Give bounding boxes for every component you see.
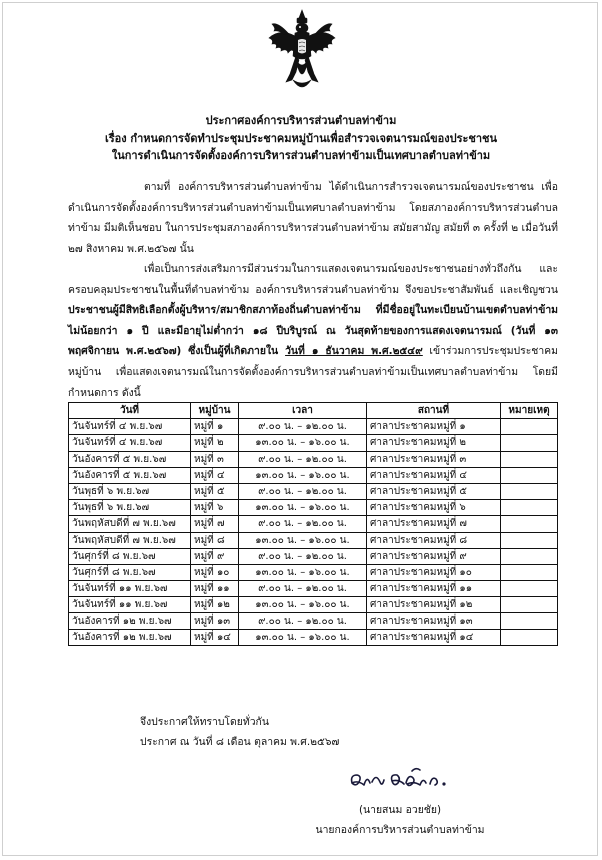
eligibility-text: ประชาชนผู้มีสิทธิเลือกตั้งผู้บริหาร/สมาชิกสภาท้องถิ่นตำบลท่าข้าม ที่มีชื่ออยู่ในทะเบียนบ้านเขตตำบลท่าข้ามไม่น้อยกว่า ๑ ปี และมีอายุไม่ต่ำกว่า ๑๘ ปีบริบูรณ์ ณ วันสุดท้ายของการแสดงเจตนารมณ์ (วันที่ ๑๓ พฤศจิกายน พ.ศ.๒๕๖๗) ซึ่งเป็นผู้ที่เกิดภายใน: [68, 304, 558, 358]
table-row: [69, 548, 558, 564]
col-header-remarks: หมายเหตุ: [501, 403, 558, 419]
cell-village: หมู่ที่ ๓: [191, 451, 239, 467]
cell-location: ศาลาประชาคมหมู่ที่ ๖: [367, 500, 501, 516]
cell-location: ศาลาประชาคมหมู่ที่ ๑๓: [367, 613, 501, 629]
cell-location: ศาลาประชาคมหมู่ที่ ๘: [367, 532, 501, 548]
cell-remarks: [501, 597, 558, 613]
table-row: [69, 435, 558, 451]
cell-date: วันจันทร์ที่ ๑๑ พ.ย.๖๗: [69, 597, 191, 613]
signer-position: นายกองค์การบริหารส่วนตำบลท่าข้าม: [315, 824, 485, 836]
cell-village: หมู่ที่ ๑๓: [191, 613, 239, 629]
cell-date: วันศุกร์ที่ ๘ พ.ย.๖๗: [69, 564, 191, 580]
cell-date: วันอังคารที่ ๑๒ พ.ย.๖๗: [69, 629, 191, 645]
handwritten-signature: [346, 763, 466, 793]
cell-village: หมู่ที่ ๑๔: [191, 629, 239, 645]
cell-remarks: [501, 451, 558, 467]
col-header-village: หมู่บ้าน: [191, 403, 239, 419]
cell-village: หมู่ที่ ๑๐: [191, 564, 239, 580]
cell-remarks: [501, 548, 558, 564]
cell-remarks: [501, 483, 558, 499]
table-row: [69, 564, 558, 580]
cell-remarks: [501, 467, 558, 483]
cell-location: ศาลาประชาคมหมู่ที่ ๑๐: [367, 564, 501, 580]
invitation-text-1: เพื่อเป็นการส่งเสริมการมีส่วนร่วมในการแสดงเจตนารมณ์ของประชาชนอย่างทั่วถึงกัน และครอบคลุมประชาชนในพื้นที่ตำบลท่าข้าม องค์การบริหารส่วนตำบลท่าข้าม จึงขอประชาสัมพันธ์ และเชิญชวน: [68, 263, 558, 296]
invitation-text-2: เข้าร่วมการประชุมประชาคมหมู่บ้าน เพื่อแสดงเจตนารมณ์ในการจัดตั้งองค์การบริหารส่วนตำบลท่าข้ามเป็นเทศบาลตำบลท่าข้าม โดยมีกำหนดการ ดังนี้: [68, 345, 558, 399]
cell-time: ๙.๐๐ น. – ๑๒.๐๐ น.: [239, 581, 367, 597]
cell-time: ๙.๐๐ น. – ๑๒.๐๐ น.: [239, 419, 367, 435]
cell-date: วันอังคารที่ ๑๒ พ.ย.๖๗: [69, 613, 191, 629]
cell-location: ศาลาประชาคมหมู่ที่ ๕: [367, 483, 501, 499]
cell-date: วันศุกร์ที่ ๘ พ.ย.๖๗: [69, 548, 191, 564]
table-row: [69, 451, 558, 467]
table-row: [69, 467, 558, 483]
cell-time: ๑๓.๐๐ น. – ๑๖.๐๐ น.: [239, 597, 367, 613]
cell-time: ๑๓.๐๐ น. – ๑๖.๐๐ น.: [239, 467, 367, 483]
cell-time: ๑๓.๐๐ น. – ๑๖.๐๐ น.: [239, 629, 367, 645]
cell-location: ศาลาประชาคมหมู่ที่ ๑๔: [367, 629, 501, 645]
cell-village: หมู่ที่ ๔: [191, 467, 239, 483]
birth-cutoff-date: วันที่ ๑ ธันวาคม พ.ศ.๒๕๔๙: [285, 345, 423, 358]
cell-remarks: [501, 500, 558, 516]
cell-date: วันพุธที่ ๖ พ.ย.๖๗: [69, 500, 191, 516]
announcement-date: ประกาศ ณ วันที่ ๘ เดือน ตุลาคม พ.ศ.๒๕๖๗: [140, 736, 340, 748]
heading-title: ประกาศองค์การบริหารส่วนตำบลท่าข้าม: [205, 114, 397, 127]
cell-location: ศาลาประชาคมหมู่ที่ ๑: [367, 419, 501, 435]
cell-time: ๙.๐๐ น. – ๑๒.๐๐ น.: [239, 613, 367, 629]
schedule-table: [68, 402, 558, 646]
closing-statement: จึงประกาศให้ทราบโดยทั่วกัน: [140, 716, 269, 728]
cell-location: ศาลาประชาคมหมู่ที่ ๗: [367, 516, 501, 532]
table-header-row: [69, 403, 558, 419]
cell-remarks: [501, 516, 558, 532]
cell-village: หมู่ที่ ๘: [191, 532, 239, 548]
cell-location: ศาลาประชาคมหมู่ที่ ๔: [367, 467, 501, 483]
signer-block: [300, 800, 500, 840]
cell-date: วันอังคารที่ ๕ พ.ย.๖๗: [69, 451, 191, 467]
table-row: [69, 613, 558, 629]
cell-remarks: [501, 419, 558, 435]
cell-time: ๙.๐๐ น. – ๑๒.๐๐ น.: [239, 483, 367, 499]
cell-village: หมู่ที่ ๑๒: [191, 597, 239, 613]
cell-time: ๑๓.๐๐ น. – ๑๖.๐๐ น.: [239, 564, 367, 580]
announcement-heading: [40, 112, 562, 165]
cell-location: ศาลาประชาคมหมู่ที่ ๑๑: [367, 581, 501, 597]
heading-subject-cont: ในการดำเนินการจัดตั้งองค์การบริหารส่วนตำบลท่าข้ามเป็นเทศบาลตำบลท่าข้าม: [111, 149, 491, 162]
cell-remarks: [501, 435, 558, 451]
cell-village: หมู่ที่ ๖: [191, 500, 239, 516]
paragraph-background-text: ตามที่ องค์การบริหารส่วนตำบลท่าข้าม ได้ดำเนินการสำรวจเจตนารมณ์ของประชาชน เพื่อดำเนินการจัดตั้งองค์การบริหารส่วนตำบลท่าข้ามเป็นเทศบาลตำบลท่าข้าม โดยสภาองค์การบริหารส่วนตำบลท่าข้าม มีมติเห็นชอบ ในการประชุมสภาองค์การบริหารส่วนตำบลท่าข้าม สมัยสามัญ สมัยที่ ๓ ครั้งที่ ๒ เมื่อวันที่ ๒๗ สิงหาคม พ.ศ.๒๕๖๗ นั้น: [68, 181, 558, 255]
cell-time: ๑๓.๐๐ น. – ๑๖.๐๐ น.: [239, 500, 367, 516]
cell-time: ๑๓.๐๐ น. – ๑๖.๐๐ น.: [239, 532, 367, 548]
cell-village: หมู่ที่ ๑: [191, 419, 239, 435]
table-row: [69, 629, 558, 645]
paragraph-background: [68, 177, 558, 259]
cell-date: วันจันทร์ที่ ๔ พ.ย.๖๗: [69, 419, 191, 435]
paragraph-invitation: [68, 259, 558, 403]
heading-subject: เรื่อง กำหนดการจัดทำประชุมประชาคมหมู่บ้านเพื่อสำรวจเจตนารมณ์ของประชาชน: [104, 131, 498, 145]
cell-remarks: [501, 629, 558, 645]
cell-location: ศาลาประชาคมหมู่ที่ ๑๒: [367, 597, 501, 613]
schedule-table-body: [69, 419, 558, 646]
cell-village: หมู่ที่ ๕: [191, 483, 239, 499]
cell-time: ๙.๐๐ น. – ๑๒.๐๐ น.: [239, 516, 367, 532]
table-row: [69, 516, 558, 532]
table-row: [69, 581, 558, 597]
cell-date: วันพฤหัสบดีที่ ๗ พ.ย.๖๗: [69, 516, 191, 532]
cell-date: วันพฤหัสบดีที่ ๗ พ.ย.๖๗: [69, 532, 191, 548]
cell-location: ศาลาประชาคมหมู่ที่ ๙: [367, 548, 501, 564]
cell-time: ๙.๐๐ น. – ๑๒.๐๐ น.: [239, 548, 367, 564]
cell-time: ๑๓.๐๐ น. – ๑๖.๐๐ น.: [239, 435, 367, 451]
cell-remarks: [501, 564, 558, 580]
cell-village: หมู่ที่ ๒: [191, 435, 239, 451]
cell-date: วันจันทร์ที่ ๑๑ พ.ย.๖๗: [69, 581, 191, 597]
col-header-location: สถานที่: [367, 403, 501, 419]
cell-date: วันพุธที่ ๖ พ.ย.๖๗: [69, 483, 191, 499]
signer-name: (นายสนม อวยชัย): [358, 804, 442, 816]
cell-time: ๙.๐๐ น. – ๑๒.๐๐ น.: [239, 451, 367, 467]
cell-village: หมู่ที่ ๙: [191, 548, 239, 564]
cell-remarks: [501, 532, 558, 548]
table-row: [69, 532, 558, 548]
table-row: [69, 500, 558, 516]
closing-block: [140, 712, 339, 752]
table-row: [69, 597, 558, 613]
col-header-date: วันที่: [69, 403, 191, 419]
cell-location: ศาลาประชาคมหมู่ที่ ๒: [367, 435, 501, 451]
cell-location: ศาลาประชาคมหมู่ที่ ๓: [367, 451, 501, 467]
cell-village: หมู่ที่ ๗: [191, 516, 239, 532]
cell-date: วันอังคารที่ ๕ พ.ย.๖๗: [69, 467, 191, 483]
cell-date: วันจันทร์ที่ ๔ พ.ย.๖๗: [69, 435, 191, 451]
table-row: [69, 483, 558, 499]
cell-village: หมู่ที่ ๑๑: [191, 581, 239, 597]
cell-remarks: [501, 613, 558, 629]
col-header-time: เวลา: [239, 403, 367, 419]
cell-remarks: [501, 581, 558, 597]
garuda-emblem-icon: [266, 8, 338, 96]
table-row: [69, 419, 558, 435]
